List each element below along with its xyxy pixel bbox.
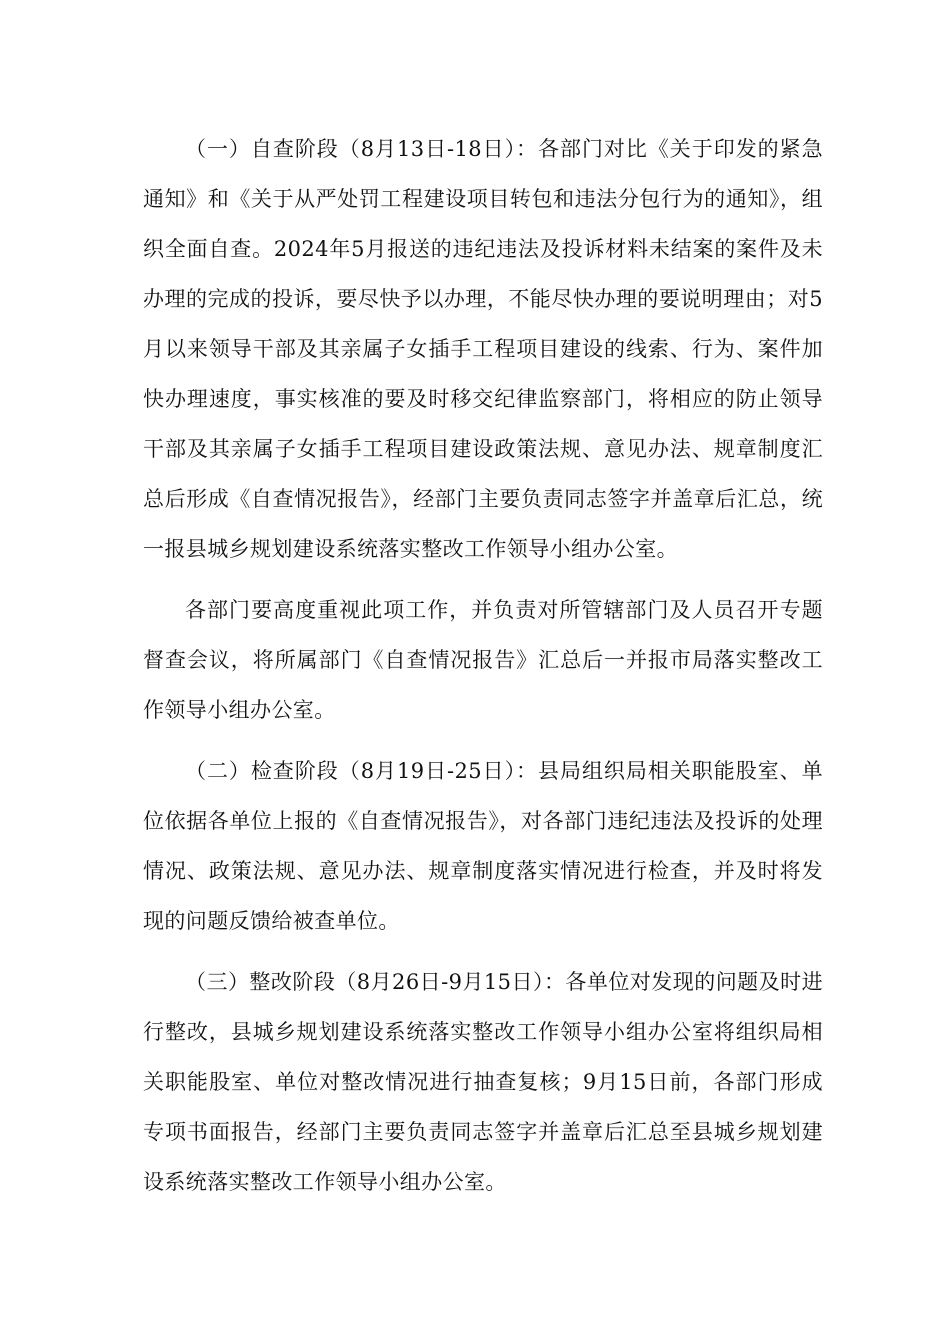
paragraph-inspection-stage: （二）检查阶段（8月19日-25日）：县局组织局相关职能股室、单位依据各单位上报的《自查情况报告》，对各部门违纪违法及投诉的处理情况、政策法规、意见办法、规章制度落实情况进行检查，并及时将发现的问题反馈给被查单位。 [143,759,823,933]
paragraph-self-inspection-stage: （一）自查阶段（8月13日-18日）：各部门对比《关于印发的紧急通知》和《关于从严处罚工程建设项目转包和违法分包行为的通知》，组织全面自查。2024年5月报送的违纪违法及投诉材料未结案的案件及未办理的完成的投诉，要尽快予以办理，不能尽快办理的要说明理由；对5月以来领导干部及其亲属子女插手工程项目建设的线索、行为、案件加快办理速度，事实核准的要及时移交纪律监察部门，将相应的防止领导干部及其亲属子女插手工程项目建设政策法规、意见办法、规章制度汇总后形成《自查情况报告》，经部门主要负责同志签字并盖章后汇总，统一报县城乡规划建设系统落实整改工作领导小组办公室。 [143,137,823,561]
paragraph-rectification-stage: （三）整改阶段（8月26日-9月15日）：各单位对发现的问题及时进行整改，县城乡规划建设系统落实整改工作领导小组办公室将组织局相关职能股室、单位对整改情况进行抽查复核；9月15日前，各部门形成专项书面报告，经部门主要负责同志签字并盖章后汇总至县城乡规划建设系统落实整改工作领导小组办公室。 [143,970,823,1194]
paragraph-department-requirements: 各部门要高度重视此项工作，并负责对所管辖部门及人员召开专题督查会议，将所属部门《自查情况报告》汇总后一并报市局落实整改工作领导小组办公室。 [143,598,823,722]
document-body [143,124,823,1207]
